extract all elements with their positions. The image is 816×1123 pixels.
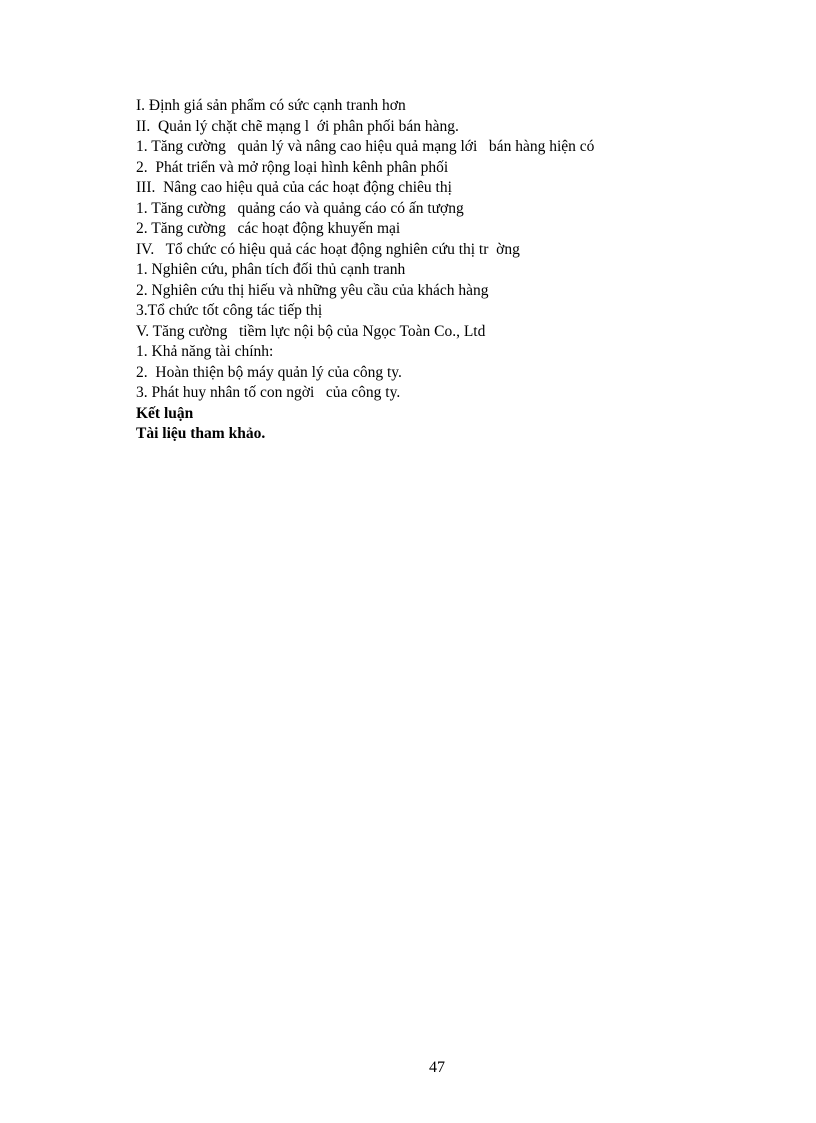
conclusion-heading: Kết luận <box>136 404 194 422</box>
subsection-iv-2: 2. Nghiên cứu thị hiếu và những yêu cầu của khách hàng <box>136 281 489 299</box>
section-heading-i: I. Định giá sản phẩm có sức cạnh tranh hơn <box>136 97 406 114</box>
subsection-iii-1: 1. Tăng cường quảng cáo và quảng cáo có ấn tượng <box>136 199 464 217</box>
subsection-v-2: 2. Hoàn thiện bộ máy quản lý của công ty. <box>136 363 402 381</box>
subsection-ii-2: 2. Phát triển và mở rộng loại hình kênh phân phối <box>136 158 449 176</box>
section-heading-iv: IV. Tổ chức có hiệu quả các hoạt động nghiên cứu thị tr ờng <box>136 240 520 258</box>
section-heading-ii: II. Quản lý chặt chẽ mạng l ới phân phối bán hàng. <box>136 117 459 135</box>
section-heading-v: V. Tăng cường tiềm lực nội bộ của Ngọc Toàn Co., Ltd <box>136 322 486 340</box>
subsection-ii-1: 1. Tăng cường quản lý và nâng cao hiệu quả mạng lới bán hàng hiện có <box>136 138 595 155</box>
document-body <box>136 96 736 445</box>
section-heading-iii: III. Nâng cao hiệu quả của các hoạt động chiêu thị <box>136 179 452 196</box>
subsection-iv-3: 3.Tổ chức tốt công tác tiếp thị <box>136 302 323 319</box>
subsection-v-1: 1. Khả năng tài chính: <box>136 343 274 360</box>
references-heading: Tài liệu tham khảo. <box>136 425 266 442</box>
subsection-v-3: 3. Phát huy nhân tố con ngời của công ty. <box>136 384 401 401</box>
subsection-iii-2: 2. Tăng cường các hoạt động khuyến mại <box>136 220 401 237</box>
page-number: 47 <box>429 1059 445 1076</box>
subsection-iv-1: 1. Nghiên cứu, phân tích đối thủ cạnh tranh <box>136 261 406 278</box>
